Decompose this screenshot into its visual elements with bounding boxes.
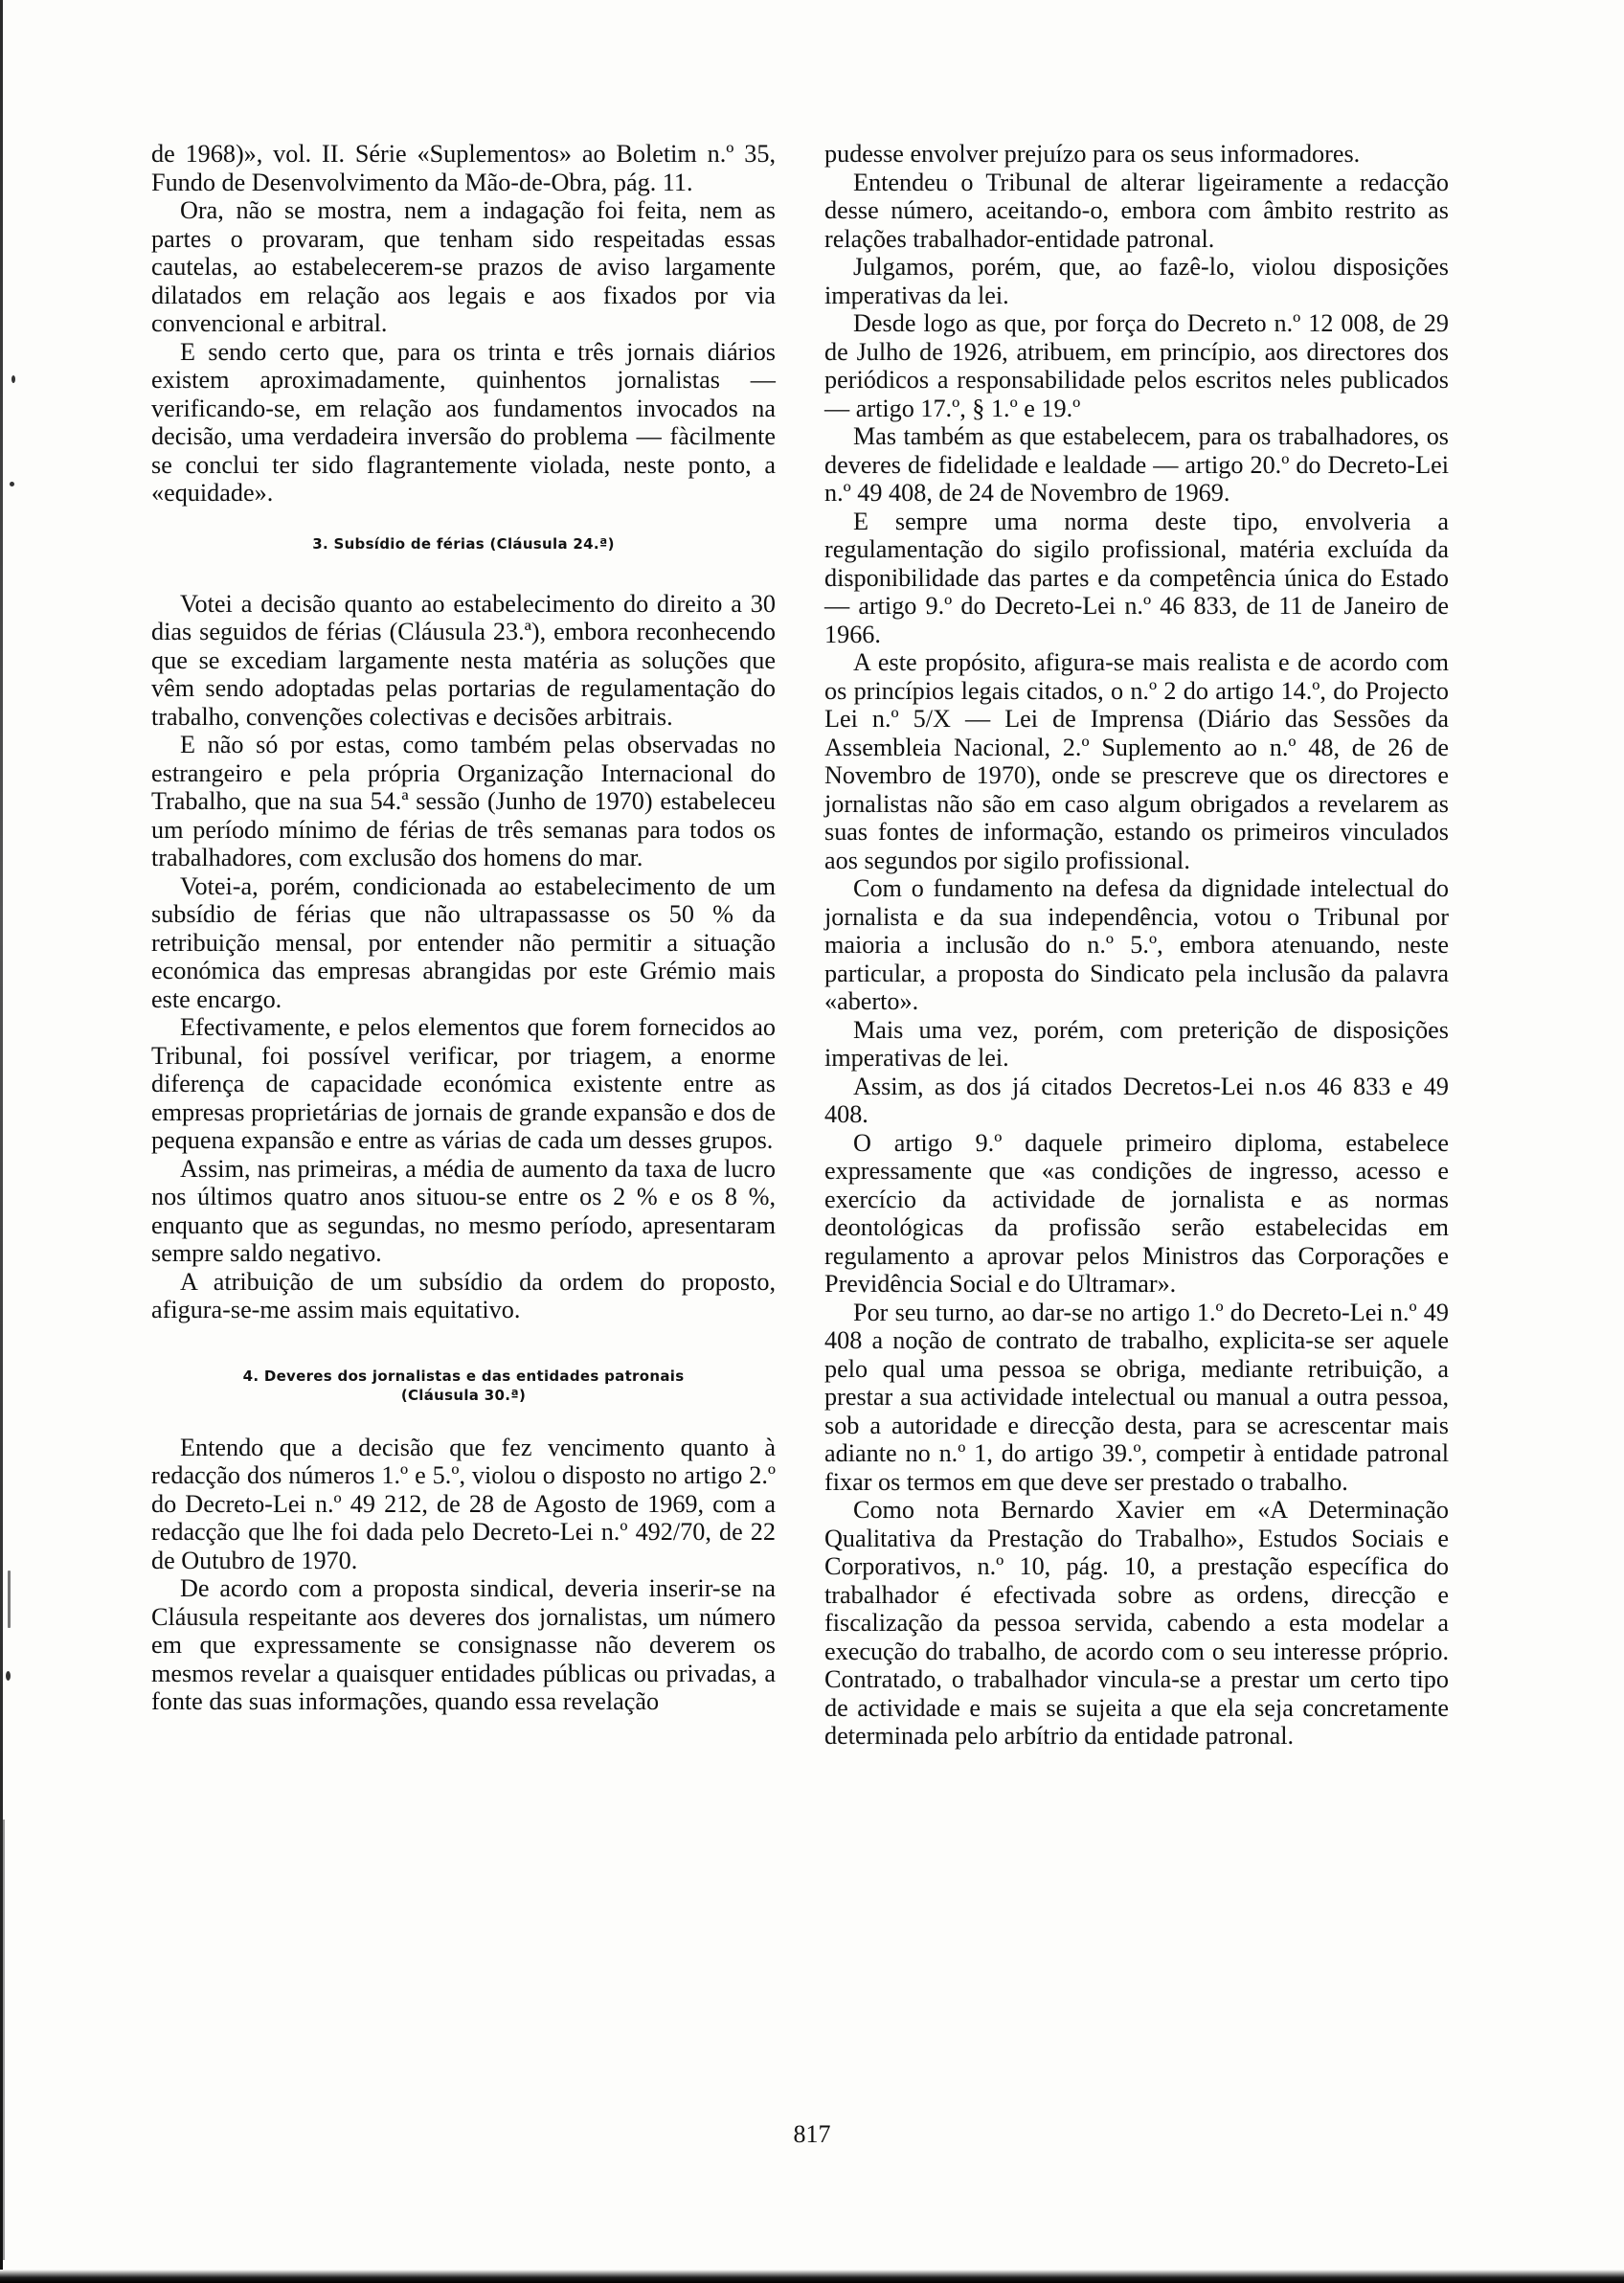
paragraph: Desde logo as que, por força do Decreto n.º 12 008, de 29 de Julho de 1926, atribuem, em princípio, aos directores dos periódicos a responsabilidade pelos escritos neles publicados — artigo 17.º, § 1.º e 19.º <box>824 309 1449 422</box>
paragraph: E não só por estas, como também pelas observadas no estrangeiro e pela própria Organização Internacional do Trabalho, que na sua 54.ª sessão (Junho de 1970) estabeleceu um período mínimo de férias de três semanas para todos os trabalhadores, com exclusão dos homens do mar. <box>151 731 776 871</box>
page-number: 817 <box>793 2120 831 2148</box>
paragraph: Como nota Bernardo Xavier em «A Determinação Qualitativa da Prestação do Trabalho», Estudos Sociais e Corporativos, n.º 10, pág. 10, a prestação específica do trabalhador é efectivada sobre as ordens, direcção e fiscalização da pessoa servida, cabendo a esta modelar a execução do trabalho, de acordo com o seu interesse próprio. Contratado, o trabalhador vincula-se a prestar um certo tipo de actividade e mais se sujeita a que ela seja concretamente determinada pelo arbítrio da entidade patronal. <box>824 1496 1449 1750</box>
paragraph: de 1968)», vol. II. Série «Suplementos» ao Boletim n.º 35, Fundo de Desenvolvimento da Mão-de-Obra, pág. 11. <box>151 140 776 196</box>
paragraph: Assim, nas primeiras, a média de aumento da taxa de lucro nos últimos quatro anos situou-se entre os 2 % e os 8 %, enquanto que as segundas, no mesmo período, apresentaram sempre saldo negativo. <box>151 1154 776 1267</box>
paragraph: Mas também as que estabelecem, para os trabalhadores, os deveres de fidelidade e lealdade — artigo 20.º do Decreto-Lei n.º 49 408, de 24 de Novembro de 1969. <box>824 422 1449 507</box>
section-heading-3: 3. Subsídio de férias (Cláusula 24.ª) <box>312 534 615 553</box>
section-heading-4-clause: (Cláusula 30.ª) <box>400 1386 527 1404</box>
scan-bottom-edge <box>0 2270 1624 2283</box>
paragraph: De acordo com a proposta sindical, deveria inserir-se na Cláusula respeitante aos deveres dos jornalistas, um número em que expressamente se consignasse não deverem os mesmos revelar a quaisquer entidades públicas ou privadas, a fonte das suas informações, quando essa revelação <box>151 1574 776 1715</box>
paragraph: pudesse envolver prejuízo para os seus informadores. <box>824 140 1361 168</box>
paragraph: Com o fundamento na defesa da dignidade intelectual do jornalista e da sua independência, votou o Tribunal por maioria a inclusão do n.º 5.º, embora atenuando, neste particular, a proposta do Sindicato pela inclusão da palavra «aberto». <box>824 874 1449 1015</box>
paragraph: E sendo certo que, para os trinta e três jornais diários existem aproximadamente, quinhentos jornalistas — verificando-se, em relação aos fundamentos invocados na decisão, uma verdadeira inversão do problema — fàcilmente se conclui ter sido flagrantemente violada, neste ponto, a «equidade». <box>151 337 776 507</box>
section-heading-4 <box>151 1367 776 1405</box>
paragraph: Entendeu o Tribunal de alterar ligeiramente a redacção desse número, aceitando-o, embora com âmbito restrito as relações trabalhador-entidade patronal. <box>824 168 1449 253</box>
paragraph: Por seu turno, ao dar-se no artigo 1.º do Decreto-Lei n.º 49 408 a noção de contrato de trabalho, explicita-se ser aquele pelo qual uma pessoa se obriga, mediante retribuição, a prestar a sua actividade intelectual ou manual a outra pessoa, sob a autoridade e direcção desta, para se acrescentar mais adiante no n.º 1, do artigo 39.º, competir à entidade patronal fixar os termos em que deve ser prestado o trabalho. <box>824 1298 1449 1496</box>
paragraph: Entendo que a decisão que fez vencimento quanto à redacção dos números 1.º e 5.º, violou o disposto no artigo 2.º do Decreto-Lei n.º 49 212, de 28 de Agosto de 1969, com a redacção que lhe foi dada pelo Decreto-Lei n.º 492/70, de 22 de Outubro de 1970. <box>151 1433 776 1574</box>
paragraph: Votei a decisão quanto ao estabelecimento do direito a 30 dias seguidos de férias (Cláusula 23.ª), embora reconhecendo que se excediam largamente nesta matéria as soluções que vêm sendo adoptadas pelas portarias de regulamentação do trabalho, convenções colectivas e decisões arbitrais. <box>151 589 776 731</box>
scan-speck <box>8 1571 11 1628</box>
left-column <box>151 140 776 1716</box>
paragraph: E sempre uma norma deste tipo, envolveria a regulamentação do sigilo profissional, matéria excluída da disponibilidade das partes e da competência única do Estado — artigo 9.º do Decreto-Lei n.º 46 833, de 11 de Janeiro de 1966. <box>824 507 1449 648</box>
paragraph: A este propósito, afigura-se mais realista e de acordo com os princípios legais citados, o n.º 2 do artigo 14.º, do Projecto Lei n.º 5/X — Lei de Imprensa (Diário das Sessões da Assembleia Nacional, 2.º Suplemento ao n.º 48, de 26 de Novembro de 1970), onde se prescreve que os directores e jornalistas não são em caso algum obrigados a revelarem as suas fontes de informação, estando os primeiros vinculados aos segundos por sigilo profissional. <box>824 648 1449 874</box>
paragraph: Assim, as dos já citados Decretos-Lei n.os 46 833 e 49 408. <box>824 1072 1449 1128</box>
section-heading-4-title: 4. Deveres dos jornalistas e das entidades patronais <box>242 1367 685 1385</box>
paragraph: A atribuição de um subsídio da ordem do proposto, afigura-se-me assim mais equitativo. <box>151 1267 776 1323</box>
scan-speck <box>6 1671 11 1681</box>
paragraph: O artigo 9.º daquele primeiro diploma, estabelece expressamente que «as condições de ingresso, acesso e exercício da actividade de jornalista e as normas deontológicas da profissão serão estabelecidas em regulamento a aprovar pelos Ministros das Corporações e Previdência Social e do Ultramar». <box>824 1128 1449 1298</box>
paragraph: Efectivamente, e pelos elementos que forem fornecidos ao Tribunal, foi possível verificar, por triagem, a enorme diferença de capacidade económica existente entre as empresas proprietárias de jornais de grande expansão e dos de pequena expansão e entre as várias de cada um desses grupos. <box>151 1013 776 1154</box>
paragraph: Mais uma vez, porém, com preterição de disposições imperativas de lei. <box>824 1015 1449 1072</box>
paragraph: Ora, não se mostra, nem a indagação foi feita, nem as partes o provaram, que tenham sido respeitadas essas cautelas, ao estabelecerem-se prazos de aviso largamente dilatados em relação aos legais e aos fixados por via convencional e arbitral. <box>151 196 776 337</box>
paragraph: Julgamos, porém, que, ao fazê-lo, violou disposições imperativas da lei. <box>824 253 1449 309</box>
scan-speck <box>3 1820 5 2260</box>
paragraph: Votei-a, porém, condicionada ao estabelecimento de um subsídio de férias que não ultrapassasse os 50 % da retribuição mensal, por entender não permitir a situação económica das empresas abrangidas por este Grémio mais este encargo. <box>151 871 776 1013</box>
scan-speck <box>10 482 14 486</box>
scan-speck <box>11 375 15 383</box>
right-column <box>824 140 1449 1751</box>
